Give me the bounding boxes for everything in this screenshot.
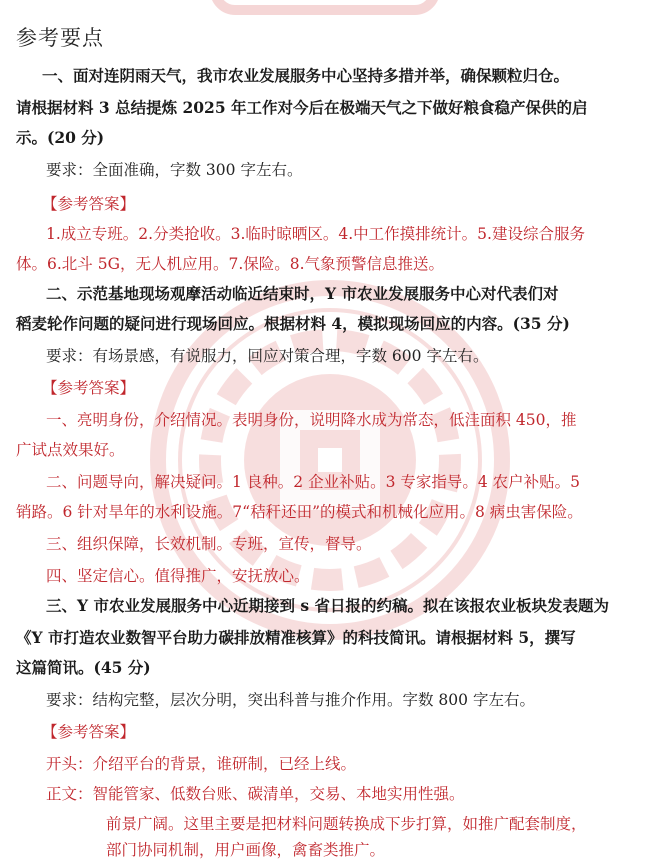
q1-answer-label: 【参考答案】 (42, 195, 136, 213)
q2-answer-line-2: 广试点效果好。 (16, 441, 125, 459)
q2-answer-line-3: 二、问题导向，解决疑问。1 良种。2 企业补贴。3 专家指导。4 农户补贴。5 (46, 473, 581, 491)
q2-answer-line-6: 四、坚定信心。值得推广，安抚放心。 (46, 567, 310, 585)
q3-answer-label: 【参考答案】 (42, 723, 136, 741)
q3-answer-line-2: 正文：智能管家、低数台账、碳清单，交易、本地实用性强。 (46, 785, 465, 803)
q1-answer-line-1: 1.成立专班。2.分类抢收。3.临时晾晒区。4.中工作摸排统计。5.建设综合服务 (46, 225, 585, 243)
q2-answer-label: 【参考答案】 (42, 379, 136, 397)
q2-line-1: 二、示范基地现场观摩活动临近结束时，Y 市农业发展服务中心对代表们对 (46, 284, 559, 303)
q3-line-3: 这篇简讯。(45 分) (16, 658, 151, 677)
q3-requirement: 要求：结构完整，层次分明，突出科普与推介作用。字数 800 字左右。 (46, 691, 535, 709)
page-title: 参考要点 (16, 26, 104, 50)
q3-answer-line-1: 开头：介绍平台的背景，谁研制，已经上线。 (46, 755, 357, 773)
watermark-seal-icon (150, 280, 510, 640)
q3-line-2: 《Y 市打造农业数智平台助力碳排放精准核算》的科技简讯。请根据材料 5，撰写 (16, 628, 576, 647)
q3-answer-line-4: 部门协同机制，用户画像，禽畜类推广。 (106, 841, 386, 859)
q3-line-1: 三、Y 市农业发展服务中心近期接到 s 省日报的约稿。拟在该报农业板块发表题为 (46, 596, 609, 615)
q1-line-1: 一、面对连阴雨天气，我市农业发展服务中心坚持多措并举，确保颗粒归仓。 (42, 66, 570, 85)
q2-requirement: 要求：有场景感，有说服力，回应对策合理，字数 600 字左右。 (46, 347, 489, 365)
q2-line-2: 稻麦轮作问题的疑问进行现场回应。根据材料 4，模拟现场回应的内容。(35 分) (16, 314, 570, 333)
q1-line-2: 请根据材料 3 总结提炼 2025 年工作对今后在极端天气之下做好粮食稳产保供的启 (16, 98, 588, 117)
q2-answer-line-1: 一、亮明身份，介绍情况。表明身份，说明降水成为常态，低洼面积 450，推 (46, 411, 577, 429)
q2-answer-line-4: 销路。6 针对旱年的水利设施。7“秸秆还田”的模式和机械化应用。8 病虫害保险。 (16, 503, 583, 521)
q3-answer-line-3: 前景广阔。这里主要是把材料问题转换成下步打算，如推广配套制度， (106, 815, 587, 833)
q2-answer-line-5: 三、组织保障，长效机制。专班，宣传，督导。 (46, 535, 372, 553)
watermark-top-icon (205, 0, 445, 20)
q1-line-3: 示。(20 分) (16, 128, 105, 147)
q1-requirement: 要求：全面准确，字数 300 字左右。 (46, 161, 303, 179)
q1-answer-line-2: 体。6.北斗 5G，无人机应用。7.保险。8.气象预警信息推送。 (16, 255, 445, 273)
